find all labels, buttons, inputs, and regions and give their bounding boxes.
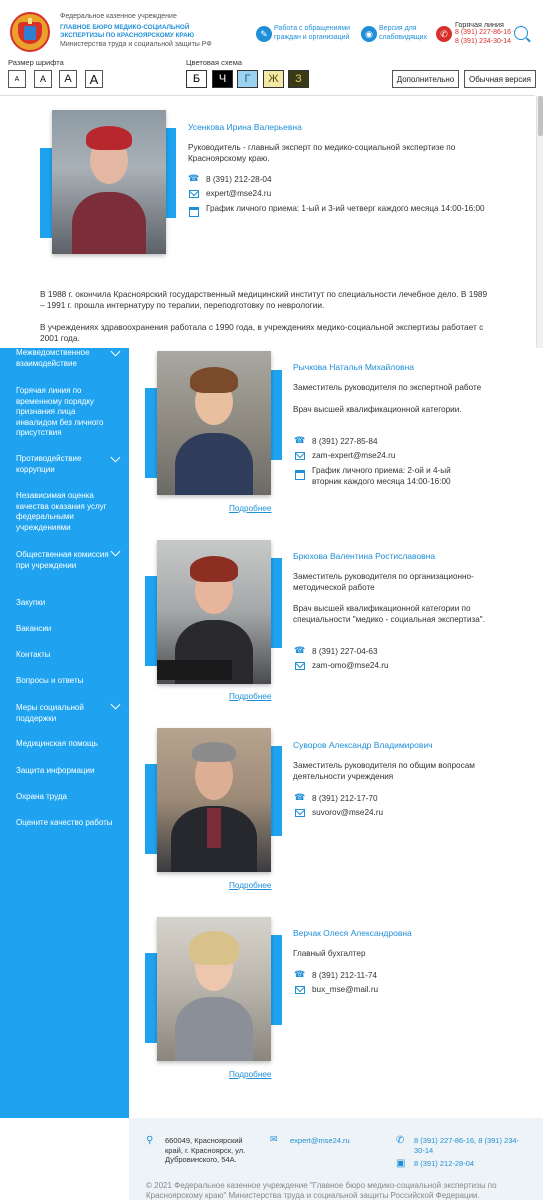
scrollbar-thumb[interactable]: [538, 96, 543, 136]
hotline-number-2[interactable]: 8 (391) 234-30-14: [455, 38, 512, 45]
sidebar-item-quality-assessment[interactable]: Независимая оценка качества оказания услуг федеральными учреждениями: [16, 491, 107, 532]
staff-name[interactable]: Верчак Олеся Александровна: [293, 928, 412, 938]
staff-email[interactable]: suvorov@mse24.ru: [312, 808, 384, 817]
appeals-link[interactable]: Работа с обращениями граждан и организаций: [274, 25, 351, 41]
sidebar-item-anticorruption[interactable]: Противодействие коррупции: [16, 454, 82, 474]
footer-phone-2[interactable]: 8 (391) 212-28-04: [414, 1159, 475, 1168]
more-link[interactable]: Подробнее: [229, 881, 272, 890]
head-bio-paragraph-2: В учреждениях здравоохранения работала с 1990 года, в учреждениях медико-социальной экспертизы работает с 2001 года.: [40, 322, 484, 343]
fax-icon: ▣: [396, 1158, 406, 1169]
font-size-large[interactable]: А: [59, 70, 77, 88]
font-size-xlarge[interactable]: А: [85, 70, 103, 88]
phone-icon: ☎: [294, 645, 306, 655]
calendar-icon: [189, 207, 199, 217]
sidebar-item-interagency[interactable]: Межведомственное взаимодействие: [16, 348, 90, 368]
head-phone[interactable]: 8 (391) 212-28-04: [206, 175, 272, 184]
sidebar-item-social-support[interactable]: Меры социальной поддержки: [16, 703, 84, 723]
sidebar-item-faq[interactable]: Вопросы и ответы: [16, 676, 84, 685]
head-name[interactable]: Усенкова Ирина Валерьевна: [188, 122, 302, 132]
color-scheme-black[interactable]: Ч: [212, 70, 233, 88]
sidebar-item-labor-safety[interactable]: Охрана труда: [16, 792, 67, 801]
sidebar-item-public-commission[interactable]: Общественная комиссия при учреждении: [16, 550, 109, 570]
staff-position: Заместитель руководителя по общим вопросам деятельности учреждения: [293, 761, 475, 781]
head-bio-paragraph-1: В 1988 г. окончила Красноярский государственный медицинский институт по специальности лечебное дело. В 1989 – 1991 г. прошла интернатуру по терапии, переподготовку по неврологии.: [40, 289, 488, 310]
staff-email[interactable]: bux_mse@mail.ru: [312, 985, 379, 994]
low-vision-link[interactable]: Версия для слабовидящих: [379, 25, 428, 41]
scrollbar[interactable]: [536, 96, 543, 348]
staff-note: Врач высшей квалификационной категории по специальности "медико - социальная экспертиза".: [293, 604, 485, 624]
color-scheme-green[interactable]: З: [288, 70, 309, 88]
staff-phone[interactable]: 8 (391) 227-04-63: [312, 647, 378, 656]
mail-icon: ✉: [270, 1134, 278, 1144]
mail-icon: [295, 452, 305, 460]
staff-position: Главный бухгалтер: [293, 949, 366, 958]
site-logo[interactable]: [10, 12, 50, 52]
phone-icon: ☎: [294, 792, 306, 802]
head-email[interactable]: expert@mse24.ru: [206, 189, 272, 198]
hotline-number-1[interactable]: 8 (391) 227-86-16: [455, 29, 512, 36]
phone-icon: ☎: [294, 435, 306, 445]
font-size-small[interactable]: А: [8, 70, 26, 88]
footer-address: 660049, Красноярский край, г. Красноярск, ул. Дубровинского, 54А.: [165, 1136, 246, 1164]
sidebar-item-info-security[interactable]: Защита информации: [16, 766, 95, 775]
location-pin-icon: ⚲: [146, 1135, 154, 1146]
org-name[interactable]: ГЛАВНОЕ БЮРО МЕДИКО-СОЦИАЛЬНОЙ ЭКСПЕРТИЗЫ ПО КРАСНОЯРСКОМУ КРАЮ: [60, 24, 195, 39]
font-size-medium[interactable]: А: [34, 70, 52, 88]
org-type: Федеральное казенное учреждение: [60, 13, 177, 20]
hotline-title: Горячая линия: [455, 20, 504, 29]
more-link[interactable]: Подробнее: [229, 1070, 272, 1079]
head-schedule: График личного приема: 1-ый и 3-ий четверг каждого месяца 14:00-16:00: [206, 204, 485, 213]
more-link[interactable]: Подробнее: [229, 504, 272, 513]
staff-position: Заместитель руководителя по экспертной работе: [293, 383, 482, 392]
staff-name[interactable]: Рычкова Наталья Михайловна: [293, 362, 414, 372]
mail-icon: [295, 986, 305, 994]
footer-email[interactable]: expert@mse24.ru: [290, 1136, 350, 1145]
staff-position: Заместитель руководителя по организационно-методической работе: [293, 572, 474, 592]
normal-version-button[interactable]: Обычная версия: [464, 70, 536, 88]
head-position: Руководитель - главный эксперт по медико-социальной экспертизе по Красноярскому краю.: [188, 143, 456, 163]
eye-icon[interactable]: ◉: [361, 26, 377, 42]
sidebar-nav: [0, 348, 129, 1118]
sidebar-item-hotline[interactable]: Горячая линия по временному порядку признания лица инвалидом без личного присутствия: [16, 386, 104, 437]
appeals-icon[interactable]: ✎: [256, 26, 272, 42]
mail-icon: [295, 662, 305, 670]
staff-note: Врач высшей квалификационной категории.: [293, 405, 462, 414]
font-size-label: Размер шрифта: [8, 58, 64, 67]
staff-email[interactable]: zam-expert@mse24.ru: [312, 451, 396, 460]
staff-phone[interactable]: 8 (391) 212-17-70: [312, 794, 378, 803]
sidebar-item-medical-help[interactable]: Медицинская помощь: [16, 739, 98, 748]
color-scheme-blue[interactable]: Г: [237, 70, 258, 88]
staff-phone[interactable]: 8 (391) 212-11-74: [312, 971, 377, 980]
color-scheme-white[interactable]: Б: [186, 70, 207, 88]
staff-phone[interactable]: 8 (391) 227-85-84: [312, 437, 378, 446]
sidebar-item-rate-quality[interactable]: Оцените качество работы: [16, 818, 113, 827]
mail-icon: [295, 809, 305, 817]
phone-icon: ☎: [294, 969, 306, 979]
sidebar-item-contacts[interactable]: Контакты: [16, 650, 51, 659]
mail-icon: [189, 190, 199, 198]
color-scheme-yellow[interactable]: Ж: [263, 70, 284, 88]
footer-copyright: © 2021 Федеральное казенное учреждение "Главное бюро медико-социальной экспертизы по Красноярскому краю" Министерства труда и социальной защиты Российской Федерации.: [146, 1181, 497, 1200]
color-scheme-label: Цветовая схема: [186, 58, 243, 67]
more-link[interactable]: Подробнее: [229, 692, 272, 701]
calendar-icon: [295, 470, 305, 480]
phone-icon: ✆: [436, 26, 452, 42]
search-icon[interactable]: [514, 26, 528, 40]
org-ministry: Министерства труда и социальной защиты РФ: [60, 41, 212, 48]
header-divider: [0, 95, 535, 96]
staff-name[interactable]: Суворов Александр Владимирович: [293, 740, 433, 750]
staff-email[interactable]: zam-omo@mse24.ru: [312, 661, 389, 670]
sidebar-item-vacancies[interactable]: Вакансии: [16, 624, 52, 633]
staff-name[interactable]: Брюхова Валентина Ростиславовна: [293, 551, 436, 561]
phone-icon: ☎: [188, 173, 200, 183]
footer-phones[interactable]: 8 (391) 227-86-16, 8 (391) 234-30-14: [414, 1136, 520, 1155]
phone-icon: ✆: [396, 1135, 405, 1146]
sidebar-item-procurement[interactable]: Закупки: [16, 598, 46, 607]
staff-schedule: График личного приема: 2-ой и 4-ый вторник каждого месяца 14:00-16:00: [312, 466, 451, 486]
more-settings-button[interactable]: Дополнительно: [392, 70, 459, 88]
